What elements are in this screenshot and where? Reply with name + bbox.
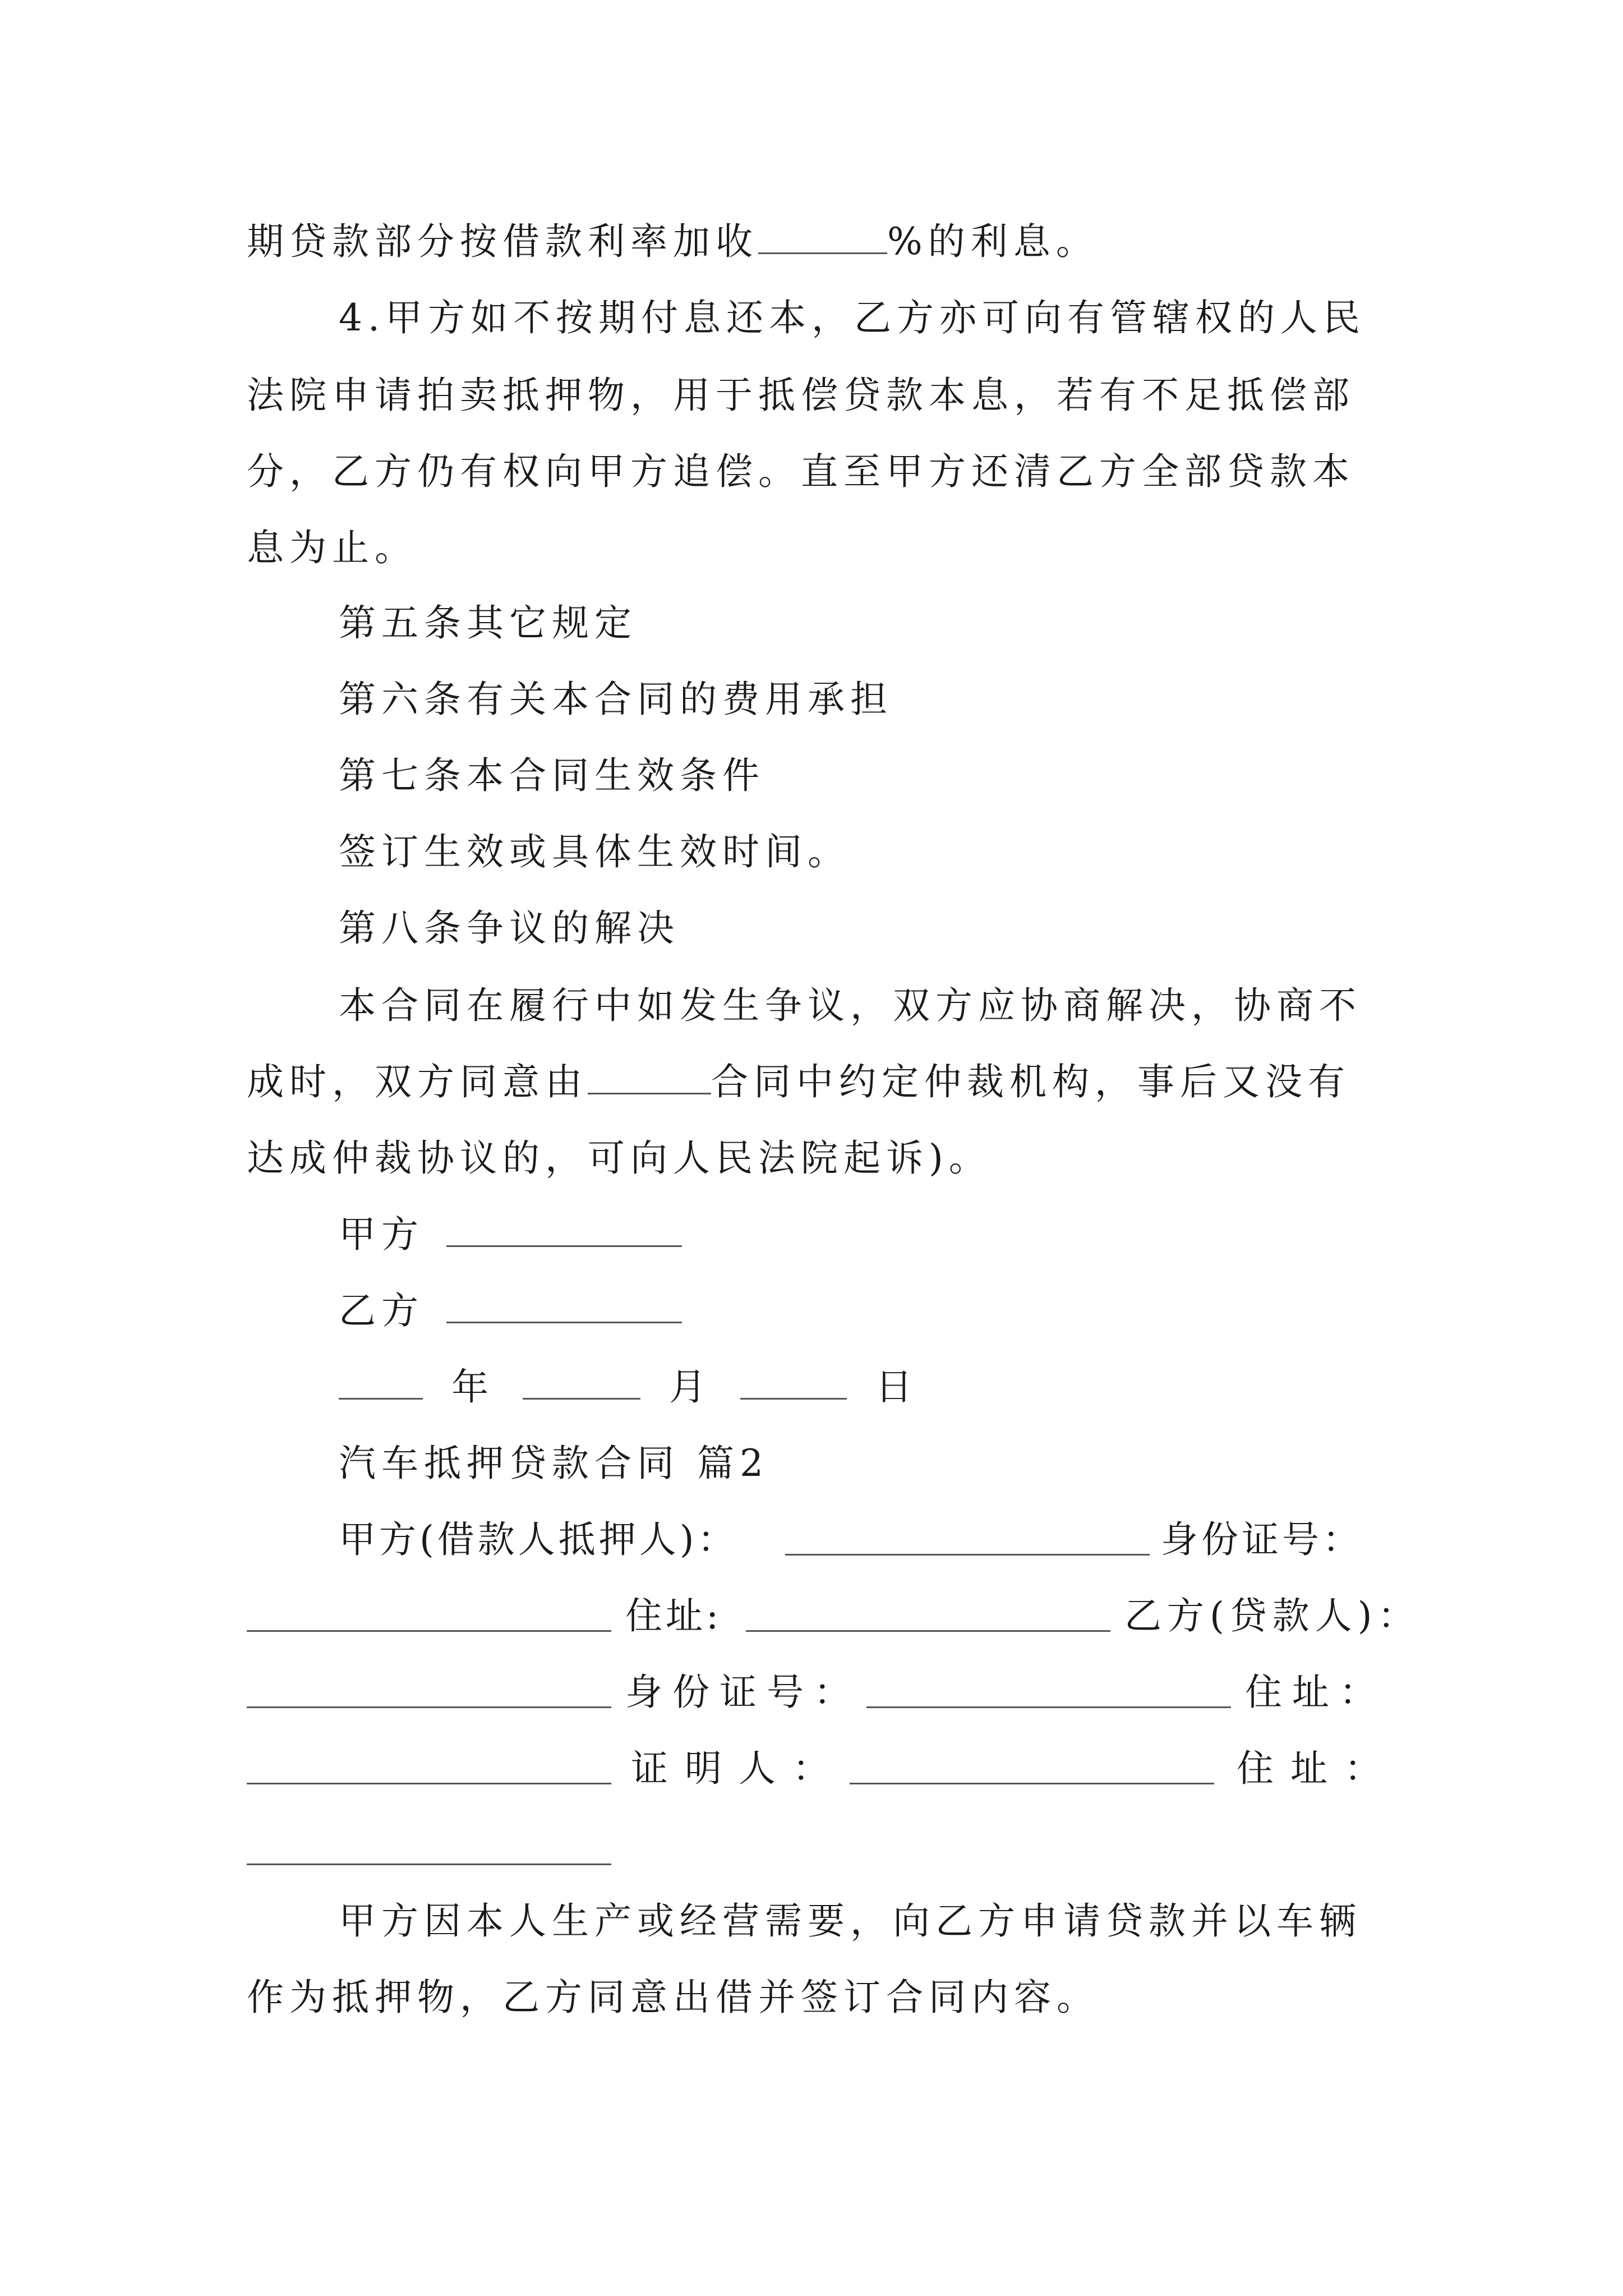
id-number-blank <box>866 1706 1231 1708</box>
party-info-line <box>0 1671 1623 1719</box>
party-b-label: 乙方(贷款人)： <box>1124 1594 1421 1637</box>
paragraph-line: 作为抵押物，乙方同意出借并签订合同内容。 <box>247 1976 1099 2019</box>
article-heading: 第六条有关本合同的费用承担 <box>339 678 893 721</box>
signature-line-party-a <box>339 1213 682 1256</box>
address-blank <box>247 1864 611 1865</box>
party-info-line <box>0 1518 1623 1566</box>
paragraph-line: 达成仲裁协议的，可向人民法院起诉)。 <box>247 1137 992 1180</box>
address-blank <box>746 1630 1110 1632</box>
address-label: 住址: <box>625 1594 722 1637</box>
date-line <box>339 1365 918 1409</box>
paragraph-line: 本合同在履行中如发生争议，双方应协商解决，协商不 <box>339 984 1362 1027</box>
paragraph-line: 甲方因本人生产或经营需要，向乙方申请贷款并以车辆 <box>339 1899 1362 1943</box>
fill-in-blank <box>758 248 887 254</box>
address-blank <box>247 1783 611 1784</box>
signature-blank <box>446 1241 682 1247</box>
id-number-label: 身份证号： <box>625 1671 861 1714</box>
day-label: 日 <box>875 1365 918 1409</box>
witness-label: 证明人： <box>631 1747 846 1790</box>
fill-in-blank <box>588 1088 711 1094</box>
party-info-line <box>0 1594 1623 1642</box>
party-info-line <box>0 1747 1623 1795</box>
id-number-blank <box>247 1630 611 1632</box>
party-a-blank <box>785 1554 1150 1556</box>
id-number-label: 身份证号： <box>1161 1518 1363 1561</box>
article-heading: 第五条其它规定 <box>339 601 637 645</box>
signature-label: 乙方 <box>339 1289 424 1332</box>
contract-title: 汽车抵押贷款合同 篇2 <box>339 1442 769 1485</box>
paragraph-line: 签订生效或具体生效时间。 <box>339 830 850 873</box>
paragraph-line: 分，乙方仍有权向甲方追偿。直至甲方还清乙方全部贷款本 <box>247 450 1355 493</box>
year-label: 年 <box>451 1365 494 1409</box>
text-segment: %的利息。 <box>887 220 1099 263</box>
year-blank <box>339 1393 423 1400</box>
day-blank <box>740 1393 847 1400</box>
text-segment: 合同中约定仲裁机构，事后又没有 <box>711 1060 1350 1103</box>
signature-label: 甲方 <box>339 1213 424 1256</box>
address-label: 住址： <box>1237 1747 1398 1790</box>
signature-line-party-b <box>339 1289 682 1332</box>
text-segment: 成时，双方同意由 <box>247 1060 588 1103</box>
party-a-label: 甲方(借款人抵押人)： <box>339 1518 738 1561</box>
month-blank <box>523 1393 640 1400</box>
party-b-blank <box>247 1706 611 1708</box>
paragraph-line: 4.甲方如不按期付息还本，乙方亦可向有管辖权的人民 <box>339 296 1366 339</box>
paragraph-line: 法院申请拍卖抵押物，用于抵偿贷款本息，若有不足抵偿部 <box>247 374 1355 417</box>
article-heading: 第八条争议的解决 <box>339 907 680 950</box>
witness-blank <box>850 1783 1214 1784</box>
signature-blank <box>446 1317 682 1323</box>
article-heading: 第七条本合同生效条件 <box>339 754 765 797</box>
paragraph-line <box>247 220 1099 263</box>
paragraph-line: 息为止。 <box>247 526 417 569</box>
month-label: 月 <box>668 1365 712 1409</box>
text-segment: 期贷款部分按借款利率加收 <box>247 220 758 263</box>
address-label: 住址： <box>1245 1671 1386 1714</box>
paragraph-line <box>247 1060 1350 1103</box>
